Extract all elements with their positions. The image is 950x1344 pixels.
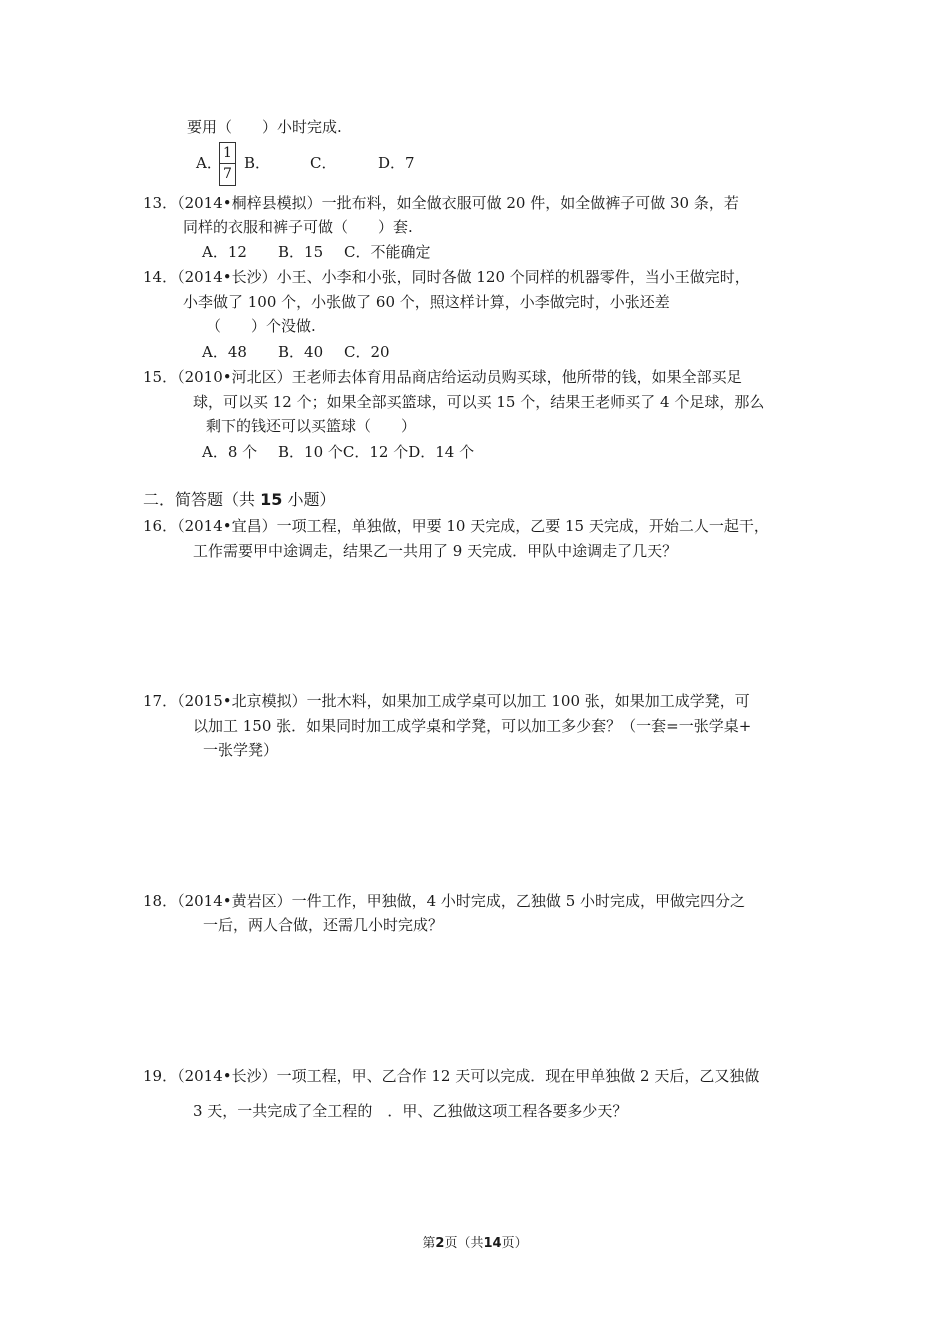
section-title	[143, 489, 335, 511]
q18-line1: 18．（2014•黄岩区）一件工作，甲独做，4 小时完成，乙独做 5 小时完成，甲做完四分之	[143, 892, 746, 910]
q16-line1: 16．（2014•宜昌）一项工程，单独做，甲要 10 天完成，乙要 15 天完成，开始二人一起干，	[143, 517, 769, 535]
q12-option-b: B．	[244, 154, 271, 172]
page-footer	[0, 1232, 950, 1251]
q19-line2: 3 天，一共完成了全工程的 ．甲、乙独做这项工程各要多少天？	[193, 1102, 628, 1120]
q12-option-a-fraction	[219, 142, 236, 186]
q14-line3: （ ）个没做.	[206, 317, 316, 335]
q14-option-a: A．48	[202, 343, 247, 361]
q13-option-b: B．15	[278, 243, 324, 261]
q13-option-c: C．不能确定	[344, 243, 431, 261]
q13-line1: 13．（2014•桐梓县模拟）一批布料，如全做衣服可做 20 件，如全做裤子可做 30 条，若	[143, 194, 739, 212]
footer-page-number: 2	[435, 1236, 445, 1251]
footer-total-pages: 14	[483, 1236, 502, 1251]
q15-option-a: A．8 个	[202, 443, 258, 461]
q14-line1: 14．（2014•长沙）小王、小李和小张，同时各做 120 个同样的机器零件，当小王做完时，	[143, 268, 750, 286]
footer-suffix: 页）	[501, 1236, 528, 1251]
fraction-numerator: 1	[220, 143, 235, 164]
q12-option-c: C．	[310, 154, 337, 172]
q14-option-c: C．20	[344, 343, 390, 361]
q13-line2: 同样的衣服和裤子可做（ ）套.	[183, 218, 413, 236]
q15-line2: 球，可以买 12 个；如果全部买篮球，可以买 15 个，结果王老师买了 4 个足球，那么	[193, 393, 765, 411]
section-question-count: 15	[260, 490, 283, 509]
q17-line3: 一张学凳）	[203, 741, 279, 759]
section-title-suffix: 小题）	[282, 490, 336, 509]
q14-line2: 小李做了 100 个，小张做了 60 个，照这样计算，小李做完时，小张还差	[183, 293, 670, 311]
footer-middle: 页（共	[444, 1236, 484, 1251]
footer-prefix: 第	[422, 1236, 436, 1251]
q17-line1: 17．（2015•北京模拟）一批木料，如果加工成学桌可以加工 100 张，如果加工成学凳，可	[143, 692, 750, 710]
q15-line3: 剩下的钱还可以买篮球（ ）	[206, 417, 417, 435]
q19-line1: 19．（2014•长沙）一项工程，甲、乙合作 12 天可以完成．现在甲单独做 2 天后，乙又独做	[143, 1067, 760, 1085]
q14-option-b: B．40	[278, 343, 324, 361]
q15-option-bcd: B．10 个C．12 个D．14 个	[278, 443, 475, 461]
q12-option-d: D．7	[378, 154, 415, 172]
q17-line2: 以加工 150 张．如果同时加工成学桌和学凳，可以加工多少套？（一套=一张学桌+	[193, 717, 752, 735]
q12-tail: 要用（ ）小时完成.	[187, 118, 342, 136]
section-title-prefix: 二．简答题（共	[143, 490, 261, 509]
fraction-denominator: 7	[223, 166, 232, 182]
q12-option-a: A．	[196, 154, 222, 172]
q16-line2: 工作需要甲中途调走，结果乙一共用了 9 天完成．甲队中途调走了几天？	[193, 542, 678, 560]
q18-line2: 一后，两人合做，还需几小时完成？	[203, 916, 444, 934]
q13-option-a: A．12	[202, 243, 247, 261]
q15-line1: 15．（2010•河北区）王老师去体育用品商店给运动员购买球，他所带的钱，如果全部买足	[143, 368, 742, 386]
